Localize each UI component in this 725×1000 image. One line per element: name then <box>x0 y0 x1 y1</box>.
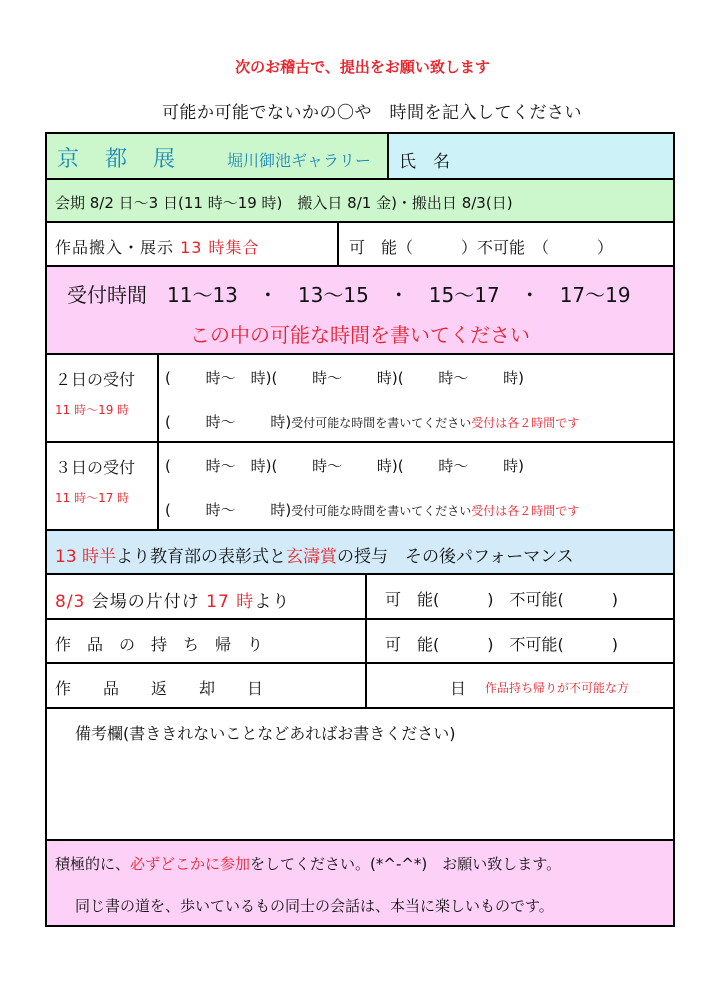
cleanup-label: 8/3 会場の片付け 17 時より <box>55 592 291 612</box>
day3-label: ３日の受付 <box>55 458 136 477</box>
takeback-options[interactable]: 可 能( ) 不可能( ) <box>385 635 618 654</box>
day3-slots-line2[interactable]: ( 時〜 時)受付可能な時間を書いてください受付は各２時間です <box>165 501 580 519</box>
cleanup-options[interactable]: 可 能( ) 不可能( ) <box>385 590 618 609</box>
takeback-label: 作 品 の 持 ち 帰 り <box>55 635 264 654</box>
day2-row <box>47 355 673 443</box>
instruction-text: 可能か可能でないかの〇や 時間を記入してください <box>162 103 582 123</box>
return-note: 作品持ち帰りが不可能な方 <box>485 681 630 695</box>
day3-row <box>47 443 673 531</box>
reception-header-row <box>47 267 673 355</box>
footer-line1: 積極的に、必ずどこかに参加をしてください。(*^-^*) お願い致します。 <box>55 855 562 873</box>
period-text: 会期 8/2 日〜3 日(11 時〜19 時) 搬入日 8/1 金)・搬出日 8/3(日) <box>55 194 513 212</box>
remarks-label: 備考欄(書ききれないことなどあればお書きください) <box>75 724 456 743</box>
delivery-row <box>47 223 673 267</box>
period-row <box>47 180 673 223</box>
submission-notice: 次のお稽古で、提出をお願い致します <box>235 58 490 76</box>
footer-line2: 同じ書の道を、歩いているもの同士の会話は、本当に楽しいものです。 <box>75 897 554 915</box>
footer-row <box>47 841 673 925</box>
exhibition-cell <box>47 134 387 178</box>
ceremony-row <box>47 531 673 575</box>
day2-slots-line1[interactable]: ( 時〜 時)( 時〜 時)( 時〜 時) <box>165 369 524 387</box>
return-day-suffix[interactable]: 日 <box>450 679 467 698</box>
cleanup-row <box>47 575 673 620</box>
reception-slots: 受付時間 11〜13 ・ 13〜15 ・ 15〜17 ・ 17〜19 <box>67 283 631 307</box>
day2-slots-line2[interactable]: ( 時〜 時)受付可能な時間を書いてください受付は各２時間です <box>165 413 580 431</box>
return-row <box>47 664 673 709</box>
name-cell[interactable] <box>389 134 673 178</box>
delivery-options[interactable]: 可 能（ ）不可能 （ ） <box>349 238 614 257</box>
delivery-time: 13 時集合 <box>180 238 260 257</box>
day2-hours: 11 時〜19 時 <box>55 403 130 417</box>
reception-instruction: この中の可能な時間を書いてください <box>190 323 530 347</box>
name-label: 氏 名 <box>399 152 450 172</box>
takeback-row <box>47 620 673 664</box>
exhibition-title: 京 都 展 <box>57 147 178 172</box>
delivery-label: 作品搬入・展示 13 時集合 <box>55 238 260 257</box>
day2-label: ２日の受付 <box>55 370 136 389</box>
day3-slots-line1[interactable]: ( 時〜 時)( 時〜 時)( 時〜 時) <box>165 457 524 475</box>
title-row <box>47 134 673 180</box>
day3-hours: 11 時〜17 時 <box>55 491 130 505</box>
registration-form <box>45 132 675 927</box>
remarks-row[interactable] <box>47 709 673 841</box>
gallery-name: 堀川御池ギャラリー <box>227 151 372 170</box>
return-label: 作 品 返 却 日 <box>55 679 264 698</box>
ceremony-text: 13 時半より教育部の表彰式と玄濤賞の授与 その後パフォーマンス <box>55 547 574 567</box>
